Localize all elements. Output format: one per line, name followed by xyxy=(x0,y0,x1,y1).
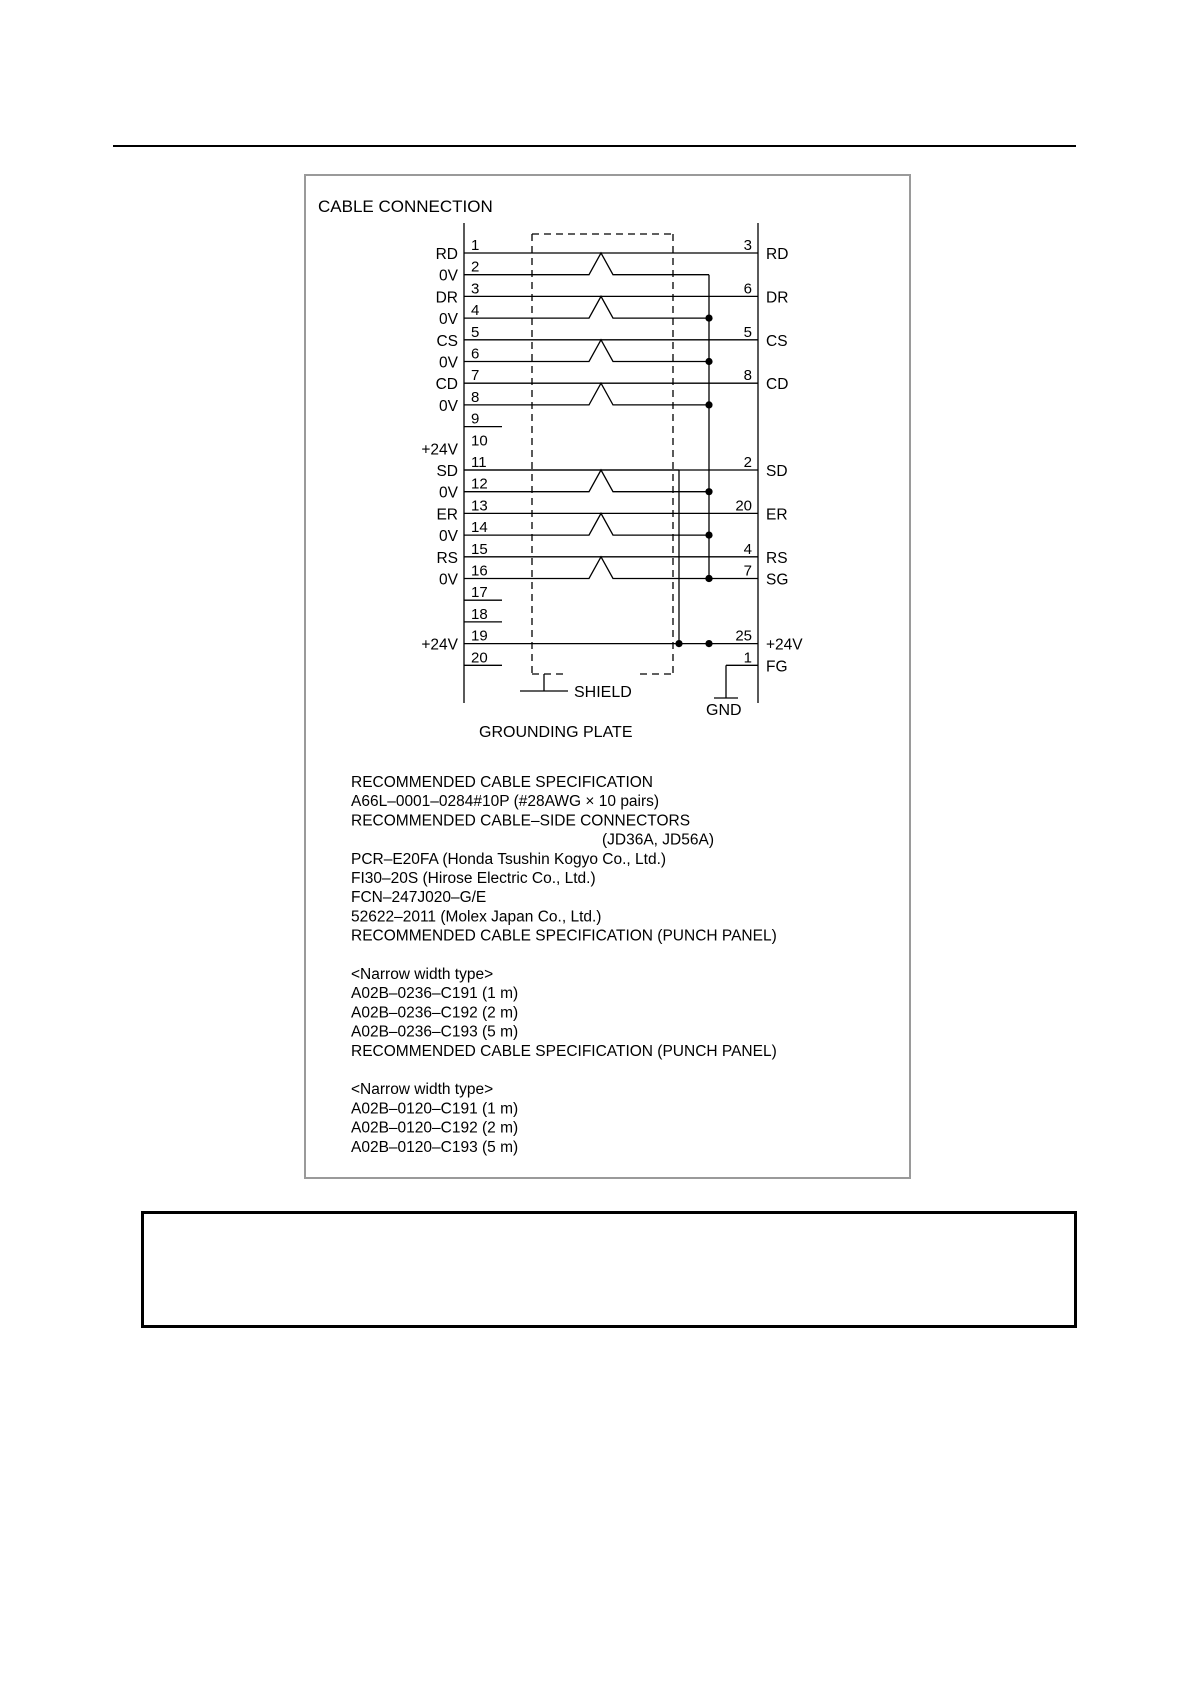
spec-line: A02B–0236–C193 (5 m) xyxy=(351,1023,519,1041)
pin-number: 19 xyxy=(471,627,488,645)
signal-label: RS xyxy=(436,549,458,567)
pin-number: 2 xyxy=(743,454,752,471)
signal-label: SG xyxy=(766,571,789,589)
pin-number: 10 xyxy=(471,432,488,450)
spec-line: A66L–0001–0284#10P (#28AWG × 10 pairs) xyxy=(351,793,660,811)
pin-number: 5 xyxy=(471,323,480,341)
signal-label: 0V xyxy=(439,354,458,372)
signal-label: ER xyxy=(766,506,788,524)
junction-dot xyxy=(705,640,712,647)
signal-label: CS xyxy=(766,332,788,350)
signal-label: RS xyxy=(766,549,788,567)
pin-number: 15 xyxy=(471,540,488,558)
signal-label: SD xyxy=(766,463,788,480)
pin-number: 1 xyxy=(471,237,480,254)
spec-line: <Narrow width type> xyxy=(351,966,494,983)
spec-line: FCN–247J020–G/E xyxy=(351,889,487,907)
spec-line: A02B–0236–C191 (1 m) xyxy=(351,985,519,1003)
pin-number: 12 xyxy=(471,475,488,493)
pin-number: 20 xyxy=(735,497,752,515)
spec-line: FI30–20S (Hirose Electric Co., Ltd.) xyxy=(351,870,596,887)
gnd-label: GND xyxy=(706,702,742,719)
signal-label: 0V xyxy=(439,484,458,502)
pin-number: 13 xyxy=(471,497,488,515)
signal-label: +24V xyxy=(421,636,458,654)
pin-number: 7 xyxy=(471,367,480,385)
signal-label: DR xyxy=(766,289,789,307)
spec-line: A02B–0120–C193 (5 m) xyxy=(351,1138,519,1156)
signal-label: 0V xyxy=(439,397,458,415)
signal-label: RD xyxy=(766,246,789,263)
left-connector xyxy=(421,237,502,666)
signal-label: ER xyxy=(436,506,458,524)
pin-number: 8 xyxy=(471,388,480,406)
junction-dot xyxy=(705,575,712,582)
spec-line: A02B–0120–C191 (1 m) xyxy=(351,1100,519,1118)
spec-line: A02B–0236–C192 (2 m) xyxy=(351,1004,519,1022)
cable-specification xyxy=(351,774,777,1156)
pin-number: 2 xyxy=(471,258,480,276)
twisted-return-wire xyxy=(464,557,709,579)
spec-line: A02B–0120–C192 (2 m) xyxy=(351,1119,519,1137)
spec-line: 52622–2011 (Molex Japan Co., Ltd.) xyxy=(351,908,602,926)
signal-label: +24V xyxy=(766,636,803,654)
signal-label: CD xyxy=(435,376,458,394)
twisted-return-wire xyxy=(464,340,709,362)
spec-line: PCR–E20FA (Honda Tsushin Kogyo Co., Ltd.) xyxy=(351,850,667,868)
header-rule xyxy=(113,145,1076,147)
pin-number: 11 xyxy=(471,454,487,471)
signal-label: FG xyxy=(766,658,788,676)
pin-number: 3 xyxy=(743,237,752,254)
signal-label: SD xyxy=(436,463,458,480)
twisted-return-wire xyxy=(464,383,709,405)
pin-number: 25 xyxy=(735,627,752,645)
spec-line: RECOMMENDED CABLE SPECIFICATION xyxy=(351,774,654,791)
spec-line: RECOMMENDED CABLE SPECIFICATION (PUNCH PANEL) xyxy=(351,927,777,945)
cable-connection-diagram xyxy=(306,176,909,1177)
junction-dot xyxy=(675,640,682,647)
shield-label: SHIELD xyxy=(574,684,632,701)
signal-label: 0V xyxy=(439,571,458,589)
pin-number: 14 xyxy=(471,519,488,537)
signal-label: CD xyxy=(766,376,789,394)
signal-label: 0V xyxy=(439,267,458,285)
signal-label: CS xyxy=(436,332,458,350)
pin-number: 4 xyxy=(471,302,480,320)
pin-number: 8 xyxy=(743,367,752,385)
pin-number: 17 xyxy=(471,584,488,602)
note-box xyxy=(141,1211,1077,1328)
pin-number: 1 xyxy=(743,649,752,667)
wiring xyxy=(464,223,758,703)
pin-number: 4 xyxy=(743,540,752,558)
spec-line: RECOMMENDED CABLE SPECIFICATION (PUNCH PANEL) xyxy=(351,1042,777,1060)
pin-number: 5 xyxy=(743,323,752,341)
signal-label: RD xyxy=(435,246,458,263)
pin-number: 6 xyxy=(743,280,752,298)
twisted-return-wire xyxy=(464,296,709,318)
right-connector xyxy=(735,237,803,675)
signal-label: +24V xyxy=(421,441,458,459)
pin-number: 7 xyxy=(743,562,752,580)
twisted-return-wire xyxy=(464,253,709,275)
pin-number: 18 xyxy=(471,605,488,623)
signal-label: 0V xyxy=(439,311,458,329)
signal-label: DR xyxy=(435,289,458,307)
figure-title: CABLE CONNECTION xyxy=(318,197,493,216)
twisted-return-wire xyxy=(464,470,709,492)
spec-line: (JD36A, JD56A) xyxy=(602,831,714,849)
pin-number: 9 xyxy=(471,410,480,428)
pin-number: 6 xyxy=(471,345,480,363)
spec-line: RECOMMENDED CABLE–SIDE CONNECTORS xyxy=(351,812,691,830)
spec-line: <Narrow width type> xyxy=(351,1081,494,1099)
pin-number: 16 xyxy=(471,562,488,580)
pin-number: 20 xyxy=(471,649,488,667)
pin-number: 3 xyxy=(471,280,480,298)
grounding-plate-label: GROUNDING PLATE xyxy=(479,724,633,741)
signal-label: 0V xyxy=(439,528,458,546)
twisted-return-wire xyxy=(464,513,709,535)
figure-frame xyxy=(304,174,911,1179)
